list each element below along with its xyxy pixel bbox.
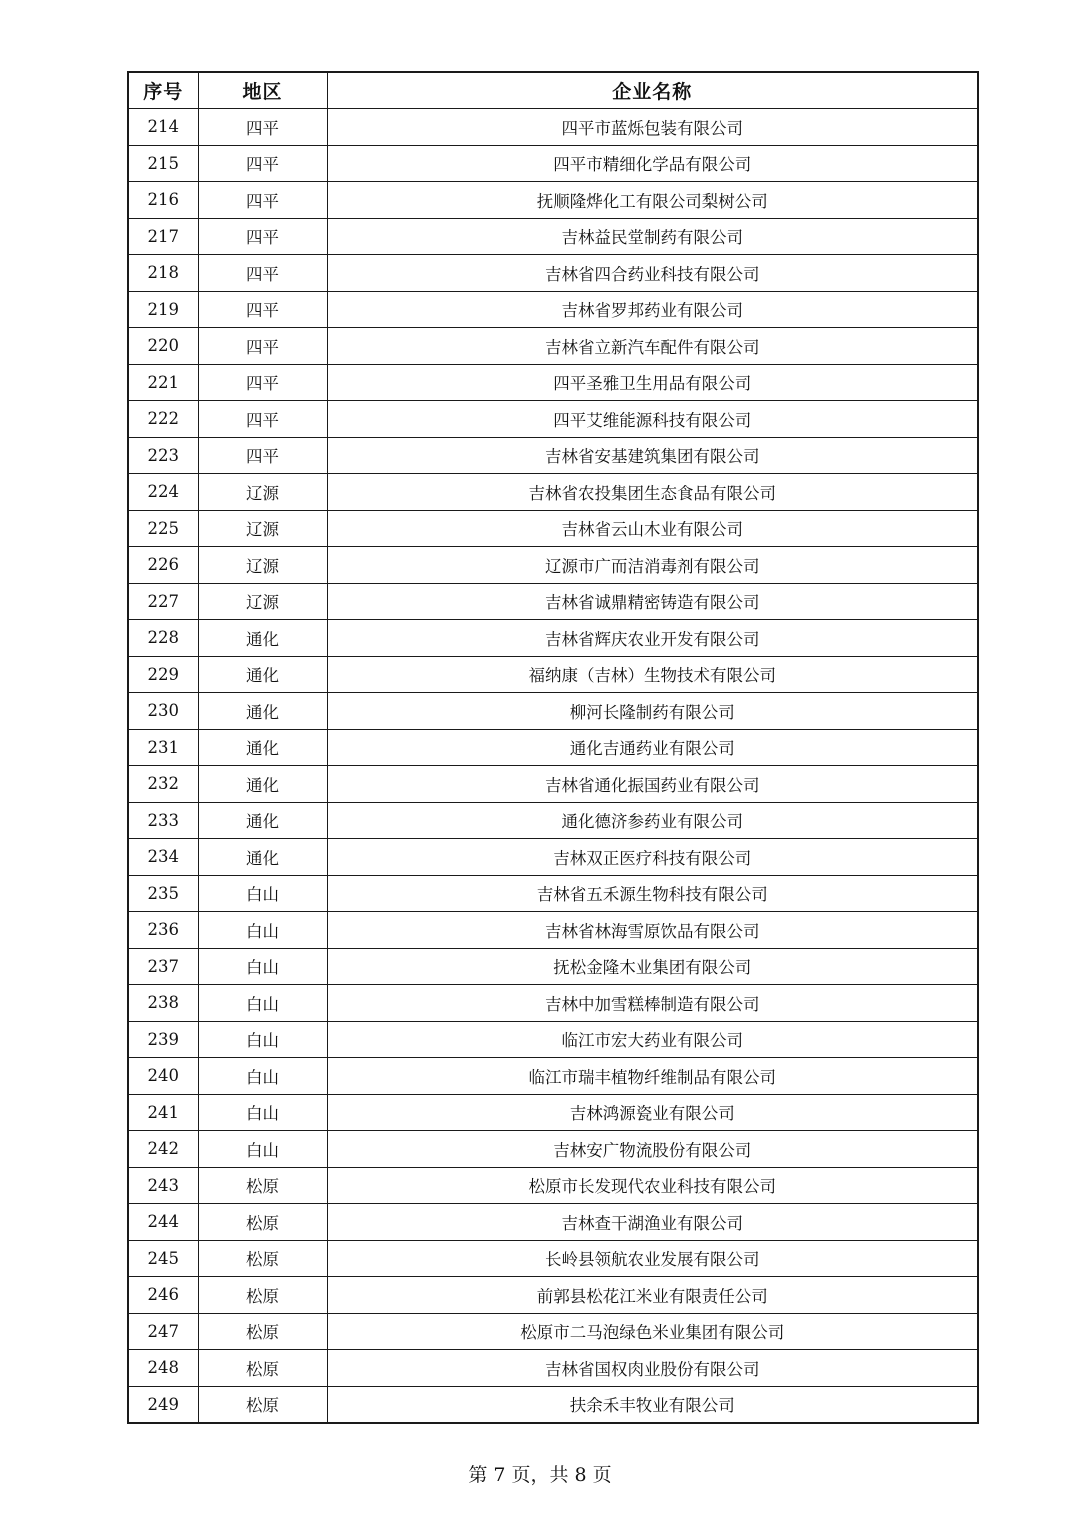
header-serial-number: 序号 <box>128 72 198 109</box>
table-row <box>128 802 978 839</box>
cell-region: 白山 <box>198 1058 327 1095</box>
header-company-name: 企业名称 <box>327 72 978 109</box>
table-row <box>128 875 978 912</box>
cell-company-name: 柳河长隆制药有限公司 <box>327 693 978 730</box>
table-row <box>128 437 978 474</box>
cell-region: 通化 <box>198 839 327 876</box>
cell-company-name: 吉林益民堂制药有限公司 <box>327 218 978 255</box>
table-row <box>128 1058 978 1095</box>
cell-company-name: 临江市宏大药业有限公司 <box>327 1021 978 1058</box>
cell-serial-number: 243 <box>128 1167 198 1204</box>
cell-serial-number: 245 <box>128 1240 198 1277</box>
cell-serial-number: 249 <box>128 1386 198 1423</box>
cell-serial-number: 219 <box>128 291 198 328</box>
cell-serial-number: 215 <box>128 145 198 182</box>
cell-region: 通化 <box>198 693 327 730</box>
cell-company-name: 四平艾维能源科技有限公司 <box>327 401 978 438</box>
cell-company-name: 吉林鸿源瓷业有限公司 <box>327 1094 978 1131</box>
table-row <box>128 1313 978 1350</box>
cell-region: 四平 <box>198 218 327 255</box>
cell-region: 辽源 <box>198 510 327 547</box>
table-body <box>128 109 978 1424</box>
table-row <box>128 182 978 219</box>
table-row <box>128 693 978 730</box>
cell-region: 四平 <box>198 145 327 182</box>
cell-serial-number: 227 <box>128 583 198 620</box>
cell-region: 白山 <box>198 875 327 912</box>
cell-serial-number: 228 <box>128 620 198 657</box>
cell-serial-number: 214 <box>128 109 198 146</box>
table-row <box>128 1167 978 1204</box>
cell-serial-number: 233 <box>128 802 198 839</box>
table-row <box>128 474 978 511</box>
cell-region: 白山 <box>198 912 327 949</box>
table-row <box>128 912 978 949</box>
cell-serial-number: 216 <box>128 182 198 219</box>
cell-serial-number: 220 <box>128 328 198 365</box>
cell-company-name: 四平市蓝烁包装有限公司 <box>327 109 978 146</box>
cell-company-name: 长岭县领航农业发展有限公司 <box>327 1240 978 1277</box>
table-row <box>128 364 978 401</box>
page-footer: 第 7 页，共 8 页 <box>468 1464 612 1486</box>
cell-region: 四平 <box>198 291 327 328</box>
cell-company-name: 吉林省辉庆农业开发有限公司 <box>327 620 978 657</box>
cell-serial-number: 244 <box>128 1204 198 1241</box>
cell-region: 通化 <box>198 620 327 657</box>
cell-company-name: 吉林省通化振国药业有限公司 <box>327 766 978 803</box>
table-row <box>128 583 978 620</box>
cell-company-name: 通化德济参药业有限公司 <box>327 802 978 839</box>
table-row <box>128 766 978 803</box>
cell-serial-number: 223 <box>128 437 198 474</box>
cell-serial-number: 238 <box>128 985 198 1022</box>
cell-serial-number: 224 <box>128 474 198 511</box>
cell-serial-number: 235 <box>128 875 198 912</box>
cell-region: 松原 <box>198 1350 327 1387</box>
cell-region: 松原 <box>198 1313 327 1350</box>
cell-company-name: 吉林省立新汽车配件有限公司 <box>327 328 978 365</box>
cell-company-name: 吉林省国权肉业股份有限公司 <box>327 1350 978 1387</box>
cell-serial-number: 232 <box>128 766 198 803</box>
cell-company-name: 吉林省四合药业科技有限公司 <box>327 255 978 292</box>
table-row <box>128 1386 978 1423</box>
table-row <box>128 620 978 657</box>
cell-region: 四平 <box>198 255 327 292</box>
cell-company-name: 吉林省安基建筑集团有限公司 <box>327 437 978 474</box>
cell-serial-number: 241 <box>128 1094 198 1131</box>
cell-company-name: 前郭县松花江米业有限责任公司 <box>327 1277 978 1314</box>
cell-company-name: 通化吉通药业有限公司 <box>327 729 978 766</box>
cell-serial-number: 231 <box>128 729 198 766</box>
cell-company-name: 辽源市广而洁消毒剂有限公司 <box>327 547 978 584</box>
cell-serial-number: 234 <box>128 839 198 876</box>
table-row <box>128 1277 978 1314</box>
cell-serial-number: 239 <box>128 1021 198 1058</box>
cell-company-name: 松原市二马泡绿色米业集团有限公司 <box>327 1313 978 1350</box>
table-row <box>128 291 978 328</box>
cell-region: 松原 <box>198 1277 327 1314</box>
table-row <box>128 1094 978 1131</box>
header-region: 地区 <box>198 72 327 109</box>
cell-region: 四平 <box>198 401 327 438</box>
cell-serial-number: 237 <box>128 948 198 985</box>
cell-region: 四平 <box>198 437 327 474</box>
cell-company-name: 松原市长发现代农业科技有限公司 <box>327 1167 978 1204</box>
cell-serial-number: 230 <box>128 693 198 730</box>
cell-company-name: 吉林省农投集团生态食品有限公司 <box>327 474 978 511</box>
cell-company-name: 扶余禾丰牧业有限公司 <box>327 1386 978 1423</box>
cell-serial-number: 248 <box>128 1350 198 1387</box>
cell-company-name: 四平市精细化学品有限公司 <box>327 145 978 182</box>
cell-serial-number: 225 <box>128 510 198 547</box>
cell-serial-number: 247 <box>128 1313 198 1350</box>
cell-serial-number: 226 <box>128 547 198 584</box>
cell-company-name: 吉林安广物流股份有限公司 <box>327 1131 978 1168</box>
cell-region: 辽源 <box>198 474 327 511</box>
cell-region: 白山 <box>198 1021 327 1058</box>
cell-serial-number: 229 <box>128 656 198 693</box>
cell-serial-number: 246 <box>128 1277 198 1314</box>
table-row <box>128 401 978 438</box>
cell-company-name: 福纳康（吉林）生物技术有限公司 <box>327 656 978 693</box>
table-row <box>128 109 978 146</box>
cell-region: 松原 <box>198 1386 327 1423</box>
table-row <box>128 255 978 292</box>
cell-region: 辽源 <box>198 547 327 584</box>
company-table <box>127 71 979 1424</box>
cell-company-name: 吉林查干湖渔业有限公司 <box>327 1204 978 1241</box>
table-row <box>128 1021 978 1058</box>
cell-region: 白山 <box>198 1094 327 1131</box>
cell-region: 四平 <box>198 109 327 146</box>
table-row <box>128 729 978 766</box>
cell-region: 四平 <box>198 182 327 219</box>
table-row <box>128 1204 978 1241</box>
cell-serial-number: 236 <box>128 912 198 949</box>
cell-region: 通化 <box>198 729 327 766</box>
cell-company-name: 吉林省罗邦药业有限公司 <box>327 291 978 328</box>
cell-serial-number: 217 <box>128 218 198 255</box>
cell-serial-number: 242 <box>128 1131 198 1168</box>
cell-company-name: 抚松金隆木业集团有限公司 <box>327 948 978 985</box>
table-row <box>128 656 978 693</box>
table-header-row <box>128 72 978 109</box>
cell-region: 辽源 <box>198 583 327 620</box>
table-row <box>128 1240 978 1277</box>
cell-region: 松原 <box>198 1167 327 1204</box>
cell-region: 白山 <box>198 948 327 985</box>
cell-company-name: 吉林省云山木业有限公司 <box>327 510 978 547</box>
cell-region: 四平 <box>198 364 327 401</box>
cell-serial-number: 222 <box>128 401 198 438</box>
cell-company-name: 四平圣雅卫生用品有限公司 <box>327 364 978 401</box>
table-row <box>128 1350 978 1387</box>
cell-region: 通化 <box>198 802 327 839</box>
cell-company-name: 吉林中加雪糕棒制造有限公司 <box>327 985 978 1022</box>
cell-region: 通化 <box>198 766 327 803</box>
table-row <box>128 1131 978 1168</box>
cell-company-name: 吉林省五禾源生物科技有限公司 <box>327 875 978 912</box>
cell-company-name: 吉林双正医疗科技有限公司 <box>327 839 978 876</box>
cell-serial-number: 240 <box>128 1058 198 1095</box>
table-row <box>128 328 978 365</box>
cell-region: 白山 <box>198 1131 327 1168</box>
table-row <box>128 145 978 182</box>
cell-region: 松原 <box>198 1204 327 1241</box>
table-row <box>128 510 978 547</box>
table-row <box>128 985 978 1022</box>
cell-company-name: 吉林省诚鼎精密铸造有限公司 <box>327 583 978 620</box>
cell-region: 松原 <box>198 1240 327 1277</box>
cell-serial-number: 218 <box>128 255 198 292</box>
table-row <box>128 218 978 255</box>
table-row <box>128 948 978 985</box>
cell-company-name: 吉林省林海雪原饮品有限公司 <box>327 912 978 949</box>
table-row <box>128 839 978 876</box>
cell-serial-number: 221 <box>128 364 198 401</box>
cell-region: 四平 <box>198 328 327 365</box>
cell-company-name: 抚顺隆烨化工有限公司梨树公司 <box>327 182 978 219</box>
table-row <box>128 547 978 584</box>
cell-company-name: 临江市瑞丰植物纤维制品有限公司 <box>327 1058 978 1095</box>
cell-region: 白山 <box>198 985 327 1022</box>
cell-region: 通化 <box>198 656 327 693</box>
